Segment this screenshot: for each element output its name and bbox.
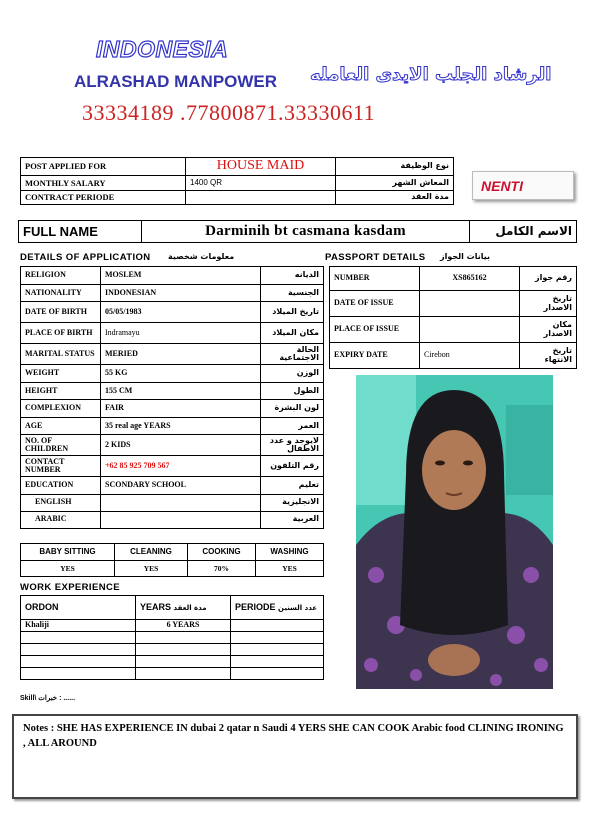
work-col-period-ar: عدد السنين xyxy=(278,603,318,612)
details-label-ar: الديانه xyxy=(261,267,324,285)
details-label: PLACE OF BIRTH xyxy=(21,323,101,344)
work-country xyxy=(21,656,136,668)
skill-value: YES xyxy=(114,561,187,577)
details-label: COMPLEXION xyxy=(21,400,101,418)
work-country xyxy=(21,632,136,644)
work-period xyxy=(231,656,324,668)
work-years: 6 YEARS xyxy=(136,620,231,632)
phone-numbers: 33334189 .77800871.33330611 xyxy=(82,100,376,125)
details-value: 05/05/1983 xyxy=(101,302,261,323)
work-table xyxy=(20,595,324,680)
nickname: NENTI xyxy=(481,178,523,194)
details-label-ar: لايوجد و عدد الاطفال xyxy=(261,435,324,456)
details-row xyxy=(21,267,324,285)
country-title: INDONESIA xyxy=(96,36,229,62)
details-label-ar: الوزن xyxy=(261,365,324,383)
salary-label-ar: المعاش الشهر xyxy=(336,176,454,191)
details-value: MERIED xyxy=(101,344,261,365)
skill-value: YES xyxy=(21,561,115,577)
language-label-ar: العربية xyxy=(261,511,324,528)
passport-title-ar: بيانات الجواز xyxy=(440,252,490,261)
passport-row xyxy=(330,343,577,369)
details-label: CONTACT NUMBER xyxy=(21,456,101,477)
details-row xyxy=(21,400,324,418)
fullname-label: FULL NAME xyxy=(19,221,142,243)
details-table xyxy=(20,266,324,529)
language-row xyxy=(21,494,324,511)
contract-label-ar: مدة العقد xyxy=(336,191,454,205)
contract-value xyxy=(186,191,336,205)
passport-label-ar: تاريخ الانتهاء xyxy=(520,343,577,369)
work-country: Khaliji xyxy=(21,620,136,632)
agency-name: ALRASHAD MANPOWER xyxy=(74,72,278,91)
nickname-box xyxy=(472,171,574,200)
work-country xyxy=(21,668,136,680)
passport-row xyxy=(330,267,577,291)
notes-text: Notes : SHE HAS EXPERIENCE IN dubai 2 qatar n Saudi 4 YERS SHE CAN COOK Arabic food CLINING IRONING , ALL AROUND xyxy=(23,723,564,750)
details-value: 2 KIDS xyxy=(101,435,261,456)
work-title: WORK EXPERIENCE xyxy=(20,582,120,593)
details-row xyxy=(21,417,324,435)
agency-name-arabic: الرشاد الجلب الايدى العامله xyxy=(310,64,552,85)
work-years xyxy=(136,632,231,644)
details-label: HEIGHT xyxy=(21,382,101,400)
work-period xyxy=(231,668,324,680)
language-row xyxy=(21,511,324,528)
details-label: AGE xyxy=(21,417,101,435)
work-col-years xyxy=(136,596,231,620)
skill-value: YES xyxy=(256,561,324,577)
post-label-ar: نوع الوظيفة xyxy=(336,158,454,176)
details-label: RELIGION xyxy=(21,267,101,285)
salary-label: MONTHLY SALARY xyxy=(21,176,186,191)
skill-header: WASHING xyxy=(256,544,324,561)
post-label: POST APPLIED FOR xyxy=(21,158,186,176)
work-row xyxy=(21,644,324,656)
work-period xyxy=(231,632,324,644)
work-col-period xyxy=(231,596,324,620)
work-row xyxy=(21,656,324,668)
language-label: ARABIC xyxy=(21,511,101,528)
passport-label-ar: مكان الاصدار xyxy=(520,317,577,343)
work-row xyxy=(21,620,324,632)
details-value: 55 KG xyxy=(101,365,261,383)
language-label: ENGLISH xyxy=(21,494,101,511)
work-col-years-ar: مدة العقد xyxy=(173,603,207,612)
details-value: INDONESIAN xyxy=(101,284,261,302)
details-row xyxy=(21,284,324,302)
passport-row xyxy=(330,291,577,317)
fullname-value: Darminih bt casmana kasdam xyxy=(142,221,470,243)
details-value: FAIR xyxy=(101,400,261,418)
notes-box xyxy=(12,714,578,799)
work-years xyxy=(136,656,231,668)
skill-header: BABY SITTING xyxy=(21,544,115,561)
passport-row xyxy=(330,317,577,343)
details-row xyxy=(21,435,324,456)
passport-value: XS865162 xyxy=(420,267,520,291)
passport-label: EXPIRY DATE xyxy=(330,343,420,369)
details-title: DETAILS OF APPLICATION xyxy=(20,252,151,263)
details-label-ar: العمر xyxy=(261,417,324,435)
skill-header: COOKING xyxy=(188,544,256,561)
post-table xyxy=(20,157,454,205)
passport-label-ar: تاريخ الاصدار xyxy=(520,291,577,317)
details-value: 35 real age YEARS xyxy=(101,417,261,435)
details-row xyxy=(21,365,324,383)
work-row xyxy=(21,668,324,680)
details-label-ar: تعليم xyxy=(261,477,324,495)
details-label: NO. OF CHILDREN xyxy=(21,435,101,456)
details-label-ar: الطول xyxy=(261,382,324,400)
applicant-photo xyxy=(356,375,553,689)
passport-value xyxy=(420,317,520,343)
details-label: EDUCATION xyxy=(21,477,101,495)
details-row xyxy=(21,323,324,344)
language-label-ar: الانجليزية xyxy=(261,494,324,511)
passport-table xyxy=(329,266,577,369)
fullname-table xyxy=(18,220,577,243)
passport-label-ar: رقم جواز xyxy=(520,267,577,291)
skills-table xyxy=(20,543,324,577)
details-row xyxy=(21,344,324,365)
details-label: MARITAL STATUS xyxy=(21,344,101,365)
details-value: SCONDARY SCHOOL xyxy=(101,477,261,495)
details-title-ar: معلومات شخصية xyxy=(168,252,235,261)
photo-illustration xyxy=(356,375,553,689)
work-row xyxy=(21,632,324,644)
details-label-ar: لون البشرة xyxy=(261,400,324,418)
contract-label: CONTRACT PERIODE xyxy=(21,191,186,205)
details-label: WEIGHT xyxy=(21,365,101,383)
salary-value: 1400 QR xyxy=(186,176,336,191)
details-label-ar: الجنسية xyxy=(261,284,324,302)
details-row xyxy=(21,382,324,400)
details-label: NATIONALITY xyxy=(21,284,101,302)
work-col-years-label: YEARS xyxy=(140,601,172,612)
details-value: Indramayu xyxy=(101,323,261,344)
work-period xyxy=(231,644,324,656)
details-row xyxy=(21,302,324,323)
skill-value: 70% xyxy=(188,561,256,577)
details-label-ar: رقم التلفون xyxy=(261,456,324,477)
passport-title: PASSPORT DETAILS xyxy=(325,252,426,263)
skill-line: Skill\ خبرات : ...... xyxy=(20,695,76,702)
details-value: 155 CM xyxy=(101,382,261,400)
passport-label: NUMBER xyxy=(330,267,420,291)
details-row xyxy=(21,477,324,495)
details-value: +62 85 925 709 567 xyxy=(101,456,261,477)
skill-header: CLEANING xyxy=(114,544,187,561)
work-col-country: ORDON xyxy=(21,596,136,620)
post-value: HOUSE MAID xyxy=(186,158,336,176)
details-value: MOSLEM xyxy=(101,267,261,285)
language-value xyxy=(101,511,261,528)
details-label-ar: تاريخ الميلاد xyxy=(261,302,324,323)
passport-label: DATE OF ISSUE xyxy=(330,291,420,317)
work-years xyxy=(136,644,231,656)
details-row xyxy=(21,456,324,477)
passport-value: Cirebon xyxy=(420,343,520,369)
passport-label: PLACE OF ISSUE xyxy=(330,317,420,343)
details-label-ar: مكان الميلاد xyxy=(261,323,324,344)
work-years xyxy=(136,668,231,680)
work-period xyxy=(231,620,324,632)
language-value xyxy=(101,494,261,511)
work-col-period-label: PERIODE xyxy=(235,601,276,612)
details-label: DATE OF BIRTH xyxy=(21,302,101,323)
passport-value xyxy=(420,291,520,317)
fullname-label-ar: الاسم الكامل xyxy=(470,221,577,243)
work-country xyxy=(21,644,136,656)
details-label-ar: الحالة الاجتماعية xyxy=(261,344,324,365)
